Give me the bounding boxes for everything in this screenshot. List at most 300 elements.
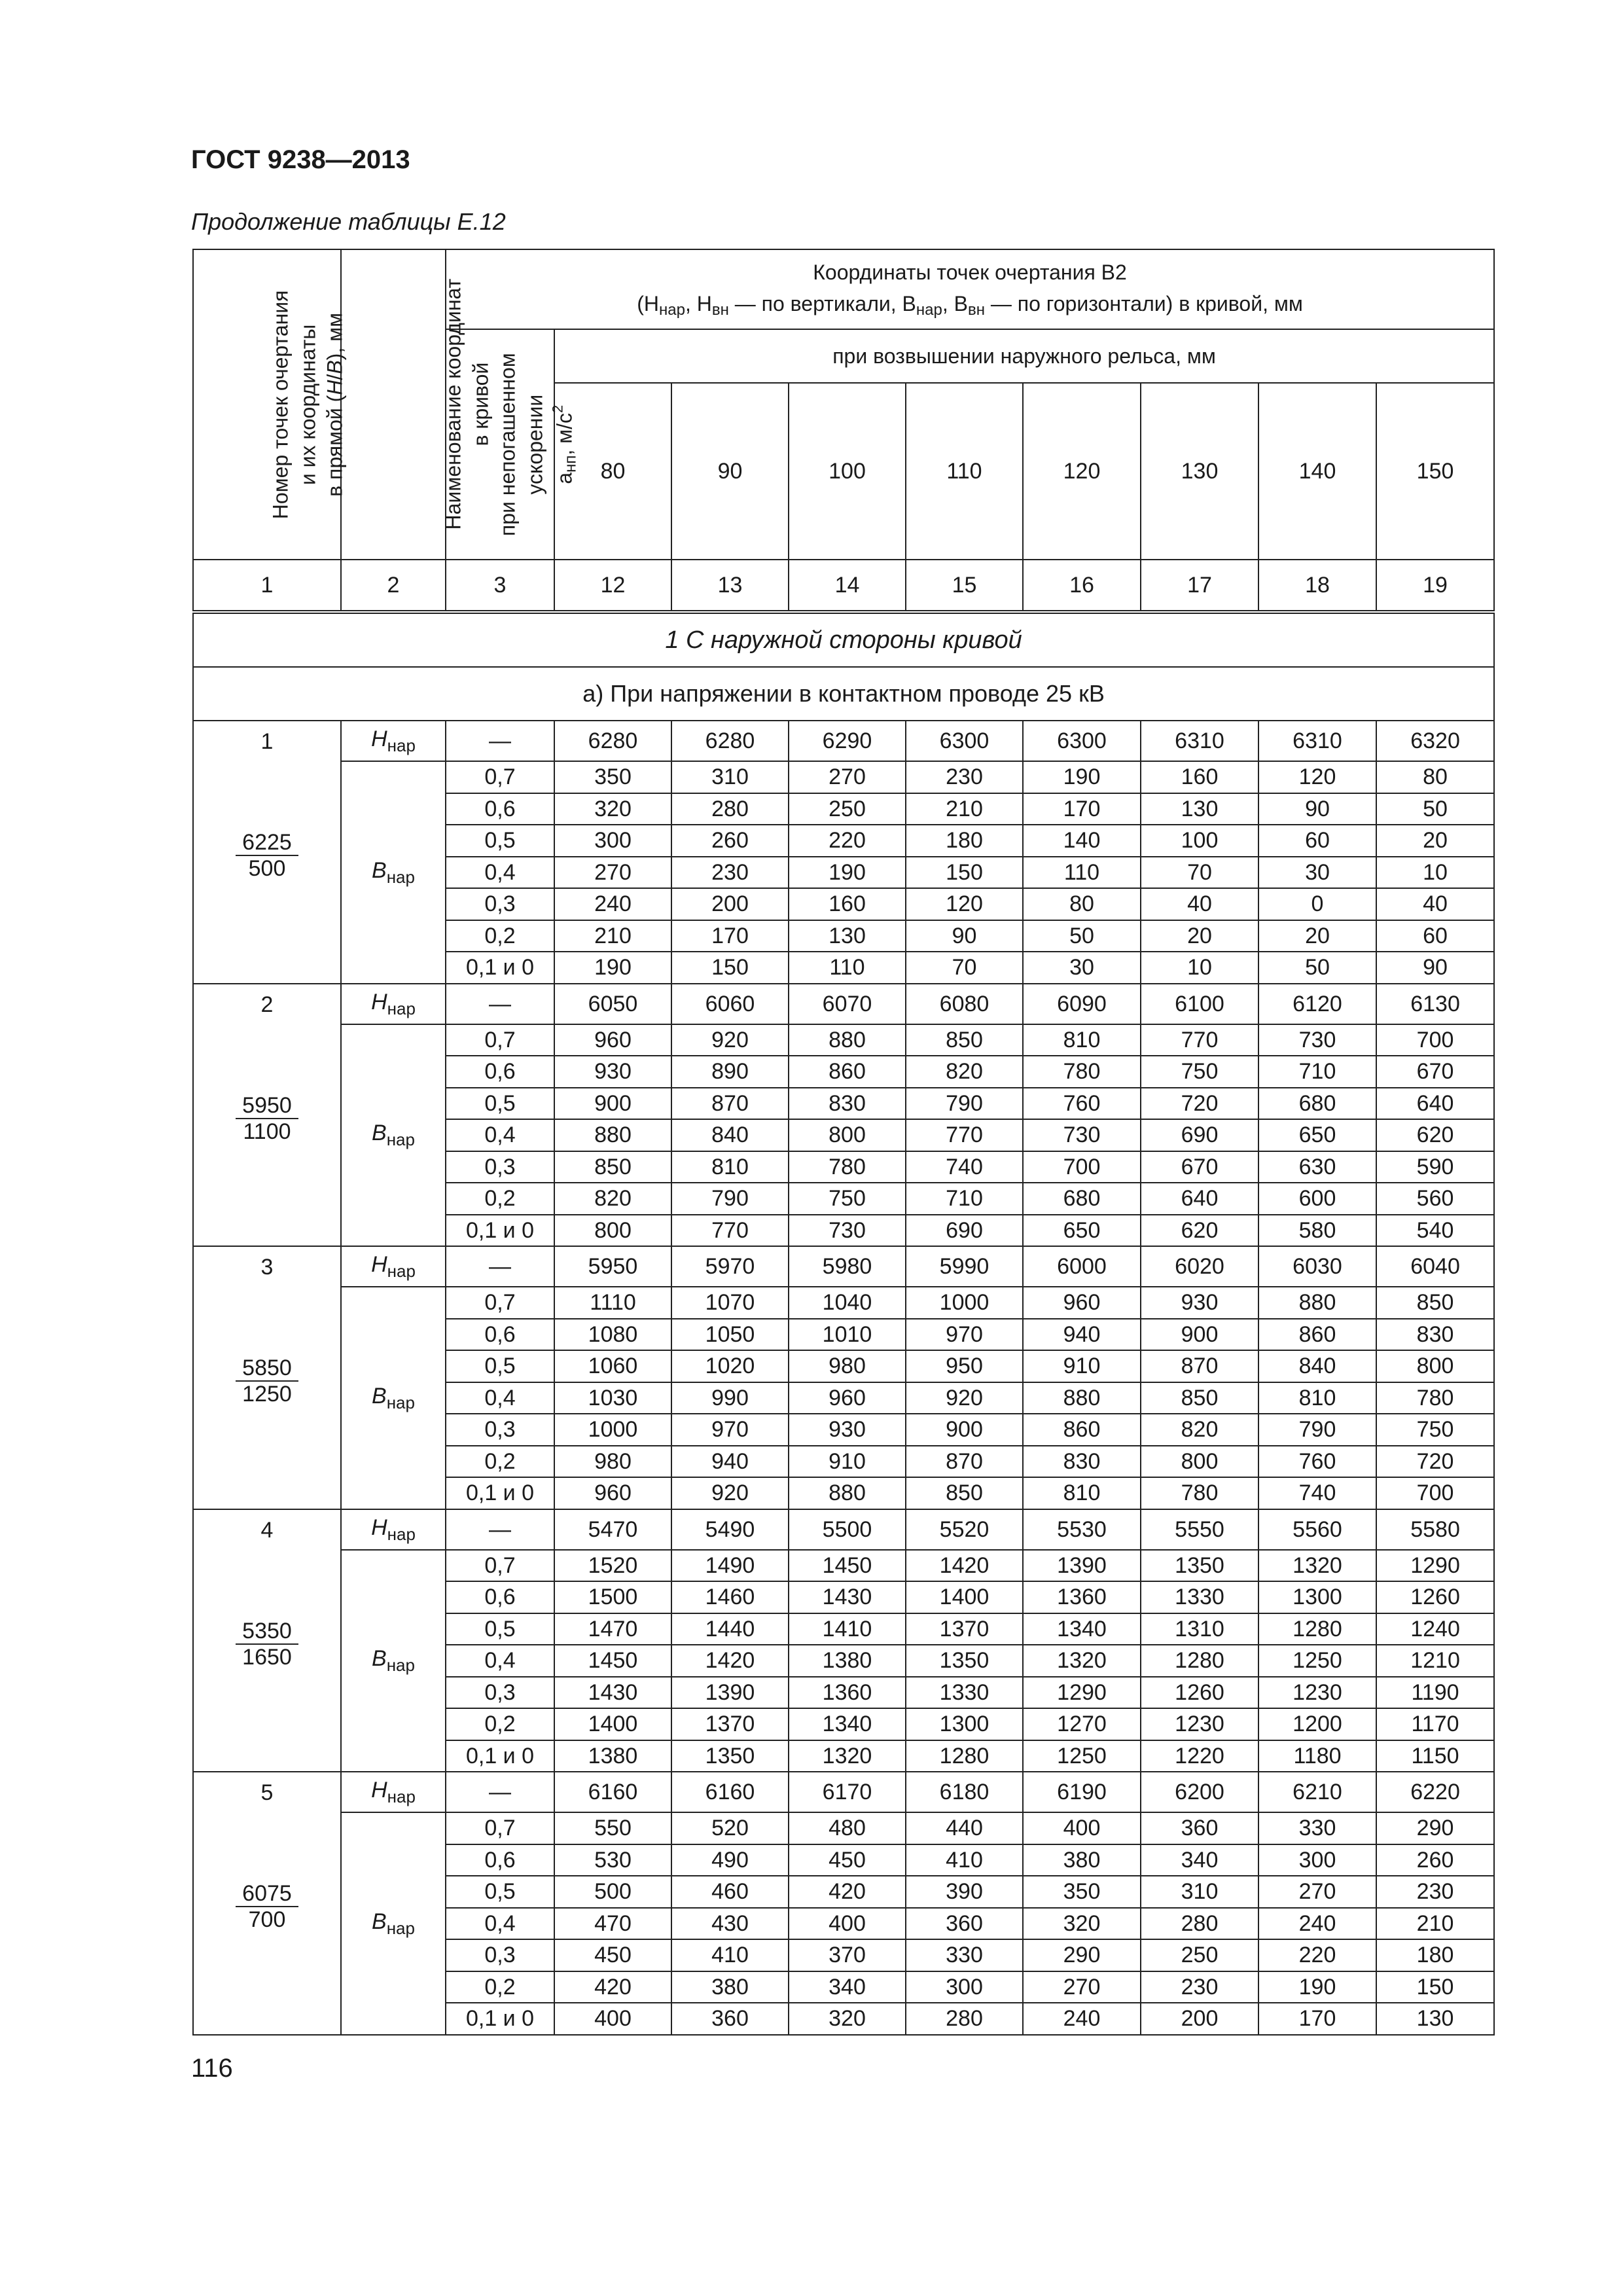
value-cell: 940 — [671, 1446, 789, 1478]
value-cell: 410 — [906, 1844, 1023, 1876]
value-cell: 890 — [671, 1056, 789, 1088]
header-elevation: при возвышении наружного рельса, мм — [554, 329, 1494, 383]
value-cell: 400 — [789, 1908, 906, 1940]
value-cell: 310 — [1141, 1876, 1258, 1908]
value-cell: 320 — [1023, 1908, 1141, 1940]
value-cell: 1200 — [1258, 1708, 1376, 1740]
column-number: 3 — [446, 560, 554, 612]
value-cell: 870 — [906, 1446, 1023, 1478]
value-cell: 1070 — [671, 1287, 789, 1319]
value-cell: 720 — [1376, 1446, 1494, 1478]
value-cell: 470 — [554, 1908, 671, 1940]
value-cell: 6310 — [1258, 721, 1376, 761]
point-H: 5850 — [236, 1355, 298, 1382]
value-cell: 1030 — [554, 1382, 671, 1414]
acc-cell: 0,7 — [446, 1812, 554, 1844]
acc-cell: 0,6 — [446, 1319, 554, 1351]
value-cell: 310 — [671, 761, 789, 793]
value-cell: 1110 — [554, 1287, 671, 1319]
value-cell: 6280 — [554, 721, 671, 761]
point-number: 3 — [260, 1255, 274, 1280]
value-cell: 90 — [906, 920, 1023, 952]
value-cell: 850 — [1376, 1287, 1494, 1319]
value-cell: 840 — [1258, 1350, 1376, 1382]
point-cell — [193, 984, 341, 1247]
value-cell: 1320 — [1258, 1550, 1376, 1582]
value-cell: 900 — [1141, 1319, 1258, 1351]
value-cell: 230 — [671, 857, 789, 889]
value-cell: 5520 — [906, 1509, 1023, 1550]
value-cell: 10 — [1376, 857, 1494, 889]
value-cell: 860 — [1258, 1319, 1376, 1351]
elevation-header: 120 — [1023, 383, 1141, 560]
value-cell: 270 — [1023, 1971, 1141, 2003]
value-cell: 1230 — [1141, 1708, 1258, 1740]
point-B: 1250 — [242, 1382, 292, 1407]
value-cell: 90 — [1258, 793, 1376, 825]
value-cell: 6200 — [1141, 1772, 1258, 1812]
value-cell: 1290 — [1023, 1677, 1141, 1709]
acc-cell: 0,5 — [446, 1088, 554, 1120]
value-cell: 770 — [906, 1119, 1023, 1151]
value-cell: 460 — [671, 1876, 789, 1908]
symbol: B — [372, 1646, 387, 1672]
value-cell: 930 — [1141, 1287, 1258, 1319]
value-cell: 920 — [671, 1024, 789, 1056]
symbol-subscript: нар — [386, 867, 415, 887]
value-cell: 320 — [554, 793, 671, 825]
value-cell: 680 — [1023, 1183, 1141, 1215]
value-cell: 710 — [906, 1183, 1023, 1215]
value-cell: 170 — [1258, 2003, 1376, 2035]
value-cell: 190 — [1023, 761, 1141, 793]
value-cell: 730 — [1258, 1024, 1376, 1056]
value-cell: 210 — [906, 793, 1023, 825]
value-cell: 220 — [1258, 1939, 1376, 1971]
value-cell: 870 — [671, 1088, 789, 1120]
point-H: 5350 — [236, 1619, 298, 1645]
symbol: B — [372, 1909, 387, 1934]
value-cell: 580 — [1258, 1215, 1376, 1247]
value-cell: 770 — [671, 1215, 789, 1247]
value-cell: 5530 — [1023, 1509, 1141, 1550]
acc-cell: — — [446, 721, 554, 761]
value-cell: 150 — [906, 857, 1023, 889]
value-cell: 800 — [789, 1119, 906, 1151]
value-cell: 6120 — [1258, 984, 1376, 1024]
value-cell: 200 — [1141, 2003, 1258, 2035]
symbol: B — [372, 1383, 387, 1408]
acc-cell: 0,4 — [446, 857, 554, 889]
point-B: 500 — [248, 856, 286, 881]
value-cell: 6320 — [1376, 721, 1494, 761]
acc-cell: 0,3 — [446, 888, 554, 920]
acc-cell: 0,5 — [446, 1613, 554, 1645]
coord-name-B — [341, 1812, 446, 2035]
value-cell: 120 — [906, 888, 1023, 920]
value-cell: 480 — [789, 1812, 906, 1844]
value-cell: 1000 — [906, 1287, 1023, 1319]
value-cell: 6020 — [1141, 1246, 1258, 1287]
value-cell: 1380 — [789, 1645, 906, 1677]
value-cell: 40 — [1376, 888, 1494, 920]
value-cell: 330 — [906, 1939, 1023, 1971]
section-title: 1 С наружной стороны кривой — [193, 612, 1494, 667]
value-cell: 930 — [789, 1414, 906, 1446]
value-cell: 6190 — [1023, 1772, 1141, 1812]
value-cell: 1320 — [789, 1740, 906, 1772]
value-cell: 1170 — [1376, 1708, 1494, 1740]
value-cell: 770 — [1141, 1024, 1258, 1056]
value-cell: 1240 — [1376, 1613, 1494, 1645]
value-cell: 5560 — [1258, 1509, 1376, 1550]
value-cell: 210 — [1376, 1908, 1494, 1940]
column-number: 14 — [789, 560, 906, 612]
value-cell: 1470 — [554, 1613, 671, 1645]
value-cell: 960 — [789, 1382, 906, 1414]
value-cell: 820 — [554, 1183, 671, 1215]
value-cell: 1260 — [1141, 1677, 1258, 1709]
value-cell: 6040 — [1376, 1246, 1494, 1287]
value-cell: 860 — [1023, 1414, 1141, 1446]
elevation-header: 90 — [671, 383, 789, 560]
value-cell: 650 — [1023, 1215, 1141, 1247]
value-cell: 740 — [906, 1151, 1023, 1183]
value-cell: 850 — [906, 1477, 1023, 1509]
table-row — [193, 1024, 1494, 1056]
value-cell: 420 — [554, 1971, 671, 2003]
symbol: H — [371, 989, 387, 1014]
value-cell: 1400 — [906, 1581, 1023, 1613]
value-cell: 540 — [1376, 1215, 1494, 1247]
value-cell: 1420 — [906, 1550, 1023, 1582]
symbol: H — [371, 1252, 387, 1277]
elevation-header: 100 — [789, 383, 906, 560]
symbol: B — [372, 857, 387, 883]
value-cell: 830 — [789, 1088, 906, 1120]
acc-cell: 0,7 — [446, 1550, 554, 1582]
document-code: ГОСТ 9238—2013 — [191, 145, 410, 174]
value-cell: 630 — [1258, 1151, 1376, 1183]
value-cell: 810 — [1023, 1477, 1141, 1509]
subsection-title: а) При напряжении в контактном проводе 25 кВ — [193, 667, 1494, 721]
value-cell: 150 — [671, 952, 789, 984]
value-cell: 80 — [1023, 888, 1141, 920]
value-cell: 330 — [1258, 1812, 1376, 1844]
value-cell: 300 — [1258, 1844, 1376, 1876]
value-cell: 750 — [789, 1183, 906, 1215]
acc-cell: 0,6 — [446, 1581, 554, 1613]
value-cell: 450 — [554, 1939, 671, 1971]
table-row — [193, 721, 1494, 761]
coord-name-B — [341, 1550, 446, 1772]
value-cell: 340 — [1141, 1844, 1258, 1876]
value-cell: 650 — [1258, 1119, 1376, 1151]
value-cell: 5990 — [906, 1246, 1023, 1287]
value-cell: 620 — [1376, 1119, 1494, 1151]
point-cell — [193, 1246, 341, 1509]
header-acceleration: при непогашенном ускорении $a_{нп}$, $м/с^2$ — [446, 329, 554, 560]
value-cell: 530 — [554, 1844, 671, 1876]
acc-cell: 0,4 — [446, 1382, 554, 1414]
acc-cell: 0,1 и 0 — [446, 2003, 554, 2035]
elevation-header: 130 — [1141, 383, 1258, 560]
value-cell: 860 — [789, 1056, 906, 1088]
value-cell: 1490 — [671, 1550, 789, 1582]
value-cell: 700 — [1376, 1477, 1494, 1509]
value-cell: 670 — [1376, 1056, 1494, 1088]
value-cell: 1350 — [671, 1740, 789, 1772]
value-cell: 800 — [554, 1215, 671, 1247]
symbol-subscript: нар — [387, 1524, 416, 1544]
value-cell: 5470 — [554, 1509, 671, 1550]
value-cell: 1450 — [554, 1645, 671, 1677]
value-cell: 150 — [1376, 1971, 1494, 2003]
value-cell: 640 — [1376, 1088, 1494, 1120]
value-cell: 990 — [671, 1382, 789, 1414]
acc-cell: 0,2 — [446, 1446, 554, 1478]
column-number: 18 — [1258, 560, 1376, 612]
point-coordinates — [236, 1881, 298, 1932]
value-cell: 1300 — [906, 1708, 1023, 1740]
value-cell: 690 — [906, 1215, 1023, 1247]
value-cell: 1250 — [1023, 1740, 1141, 1772]
value-cell: 760 — [1023, 1088, 1141, 1120]
coord-name-B — [341, 1024, 446, 1247]
coord-name-B — [341, 1287, 446, 1509]
value-cell: 6130 — [1376, 984, 1494, 1024]
acc-cell: 0,2 — [446, 1183, 554, 1215]
value-cell: 790 — [671, 1183, 789, 1215]
acc-cell: 0,1 и 0 — [446, 1740, 554, 1772]
acc-cell: 0,7 — [446, 1287, 554, 1319]
value-cell: 260 — [1376, 1844, 1494, 1876]
value-cell: 880 — [789, 1024, 906, 1056]
value-cell: 50 — [1376, 793, 1494, 825]
column-number: 17 — [1141, 560, 1258, 612]
point-number: 2 — [260, 992, 274, 1017]
value-cell: 240 — [554, 888, 671, 920]
value-cell: 5950 — [554, 1246, 671, 1287]
value-cell: 6280 — [671, 721, 789, 761]
value-cell: 260 — [671, 825, 789, 857]
value-cell: 900 — [906, 1414, 1023, 1446]
value-cell: 6000 — [1023, 1246, 1141, 1287]
column-number: 15 — [906, 560, 1023, 612]
value-cell: 760 — [1258, 1446, 1376, 1478]
value-cell: 880 — [1023, 1382, 1141, 1414]
value-cell: 50 — [1023, 920, 1141, 952]
symbol: B — [372, 1121, 387, 1146]
value-cell: 680 — [1258, 1088, 1376, 1120]
symbol-subscript: нар — [387, 736, 416, 755]
value-cell: 1520 — [554, 1550, 671, 1582]
value-cell: 160 — [789, 888, 906, 920]
value-cell: 1360 — [789, 1677, 906, 1709]
value-cell: 1050 — [671, 1319, 789, 1351]
value-cell: 90 — [1376, 952, 1494, 984]
acc-cell: 0,2 — [446, 920, 554, 952]
value-cell: 560 — [1376, 1183, 1494, 1215]
coord-name-H — [341, 1246, 446, 1287]
value-cell: 1270 — [1023, 1708, 1141, 1740]
value-cell: 250 — [1141, 1939, 1258, 1971]
value-cell: 6220 — [1376, 1772, 1494, 1812]
value-cell: 1300 — [1258, 1581, 1376, 1613]
value-cell: 6300 — [906, 721, 1023, 761]
symbol-subscript: нар — [387, 998, 416, 1018]
acc-cell: 0,1 и 0 — [446, 1215, 554, 1247]
value-cell: 300 — [554, 825, 671, 857]
value-cell: 30 — [1023, 952, 1141, 984]
acc-cell: — — [446, 1772, 554, 1812]
value-cell: 180 — [906, 825, 1023, 857]
value-cell: 1350 — [1141, 1550, 1258, 1582]
value-cell: 5500 — [789, 1509, 906, 1550]
elevation-header: 80 — [554, 383, 671, 560]
symbol: H — [371, 726, 387, 751]
acc-cell: 0,3 — [446, 1939, 554, 1971]
elevation-header: 110 — [906, 383, 1023, 560]
value-cell: 1190 — [1376, 1677, 1494, 1709]
acc-cell: 0,5 — [446, 825, 554, 857]
value-cell: 230 — [1141, 1971, 1258, 2003]
value-cell: 40 — [1141, 888, 1258, 920]
value-cell: 910 — [1023, 1350, 1141, 1382]
value-cell: 230 — [906, 761, 1023, 793]
value-cell: 6160 — [554, 1772, 671, 1812]
value-cell: 850 — [554, 1151, 671, 1183]
table-row — [193, 1509, 1494, 1550]
point-cell — [193, 1509, 341, 1772]
value-cell: 130 — [789, 920, 906, 952]
value-cell: 960 — [1023, 1287, 1141, 1319]
acc-cell: 0,5 — [446, 1876, 554, 1908]
value-cell: 6300 — [1023, 721, 1141, 761]
acc-cell: 0,2 — [446, 1708, 554, 1740]
acc-cell: 0,6 — [446, 1056, 554, 1088]
value-cell: 970 — [671, 1414, 789, 1446]
value-cell: 720 — [1141, 1088, 1258, 1120]
value-cell: 670 — [1141, 1151, 1258, 1183]
table-row — [193, 984, 1494, 1024]
point-B: 1100 — [243, 1119, 291, 1144]
value-cell: 400 — [554, 2003, 671, 2035]
value-cell: 730 — [789, 1215, 906, 1247]
acc-cell: 0,3 — [446, 1151, 554, 1183]
value-cell: 210 — [554, 920, 671, 952]
value-cell: 450 — [789, 1844, 906, 1876]
value-cell: 550 — [554, 1812, 671, 1844]
value-cell: 140 — [1023, 825, 1141, 857]
value-cell: 1340 — [1023, 1613, 1141, 1645]
value-cell: 250 — [789, 793, 906, 825]
value-cell: 380 — [1023, 1844, 1141, 1876]
value-cell: 440 — [906, 1812, 1023, 1844]
value-cell: 1180 — [1258, 1740, 1376, 1772]
value-cell: 410 — [671, 1939, 789, 1971]
point-H: 6225 — [236, 830, 298, 856]
symbol-subscript: нар — [386, 1655, 415, 1676]
value-cell: 780 — [1376, 1382, 1494, 1414]
value-cell: 1430 — [554, 1677, 671, 1709]
value-cell: 830 — [1023, 1446, 1141, 1478]
value-cell: 960 — [554, 1024, 671, 1056]
value-cell: 620 — [1141, 1215, 1258, 1247]
value-cell: 740 — [1258, 1477, 1376, 1509]
value-cell: 6030 — [1258, 1246, 1376, 1287]
acc-cell: — — [446, 984, 554, 1024]
value-cell: 810 — [1258, 1382, 1376, 1414]
value-cell: 6070 — [789, 984, 906, 1024]
value-cell: 1040 — [789, 1287, 906, 1319]
value-cell: 980 — [789, 1350, 906, 1382]
symbol: H — [371, 1778, 387, 1803]
value-cell: 0 — [1258, 888, 1376, 920]
value-cell: 380 — [671, 1971, 789, 2003]
value-cell: 190 — [789, 857, 906, 889]
value-cell: 780 — [789, 1151, 906, 1183]
value-cell: 360 — [906, 1908, 1023, 1940]
value-cell: 6290 — [789, 721, 906, 761]
table-row — [193, 1246, 1494, 1287]
coord-name-H — [341, 721, 446, 761]
value-cell: 1430 — [789, 1581, 906, 1613]
value-cell: 5490 — [671, 1509, 789, 1550]
value-cell: 1260 — [1376, 1581, 1494, 1613]
value-cell: 1210 — [1376, 1645, 1494, 1677]
value-cell: 690 — [1141, 1119, 1258, 1151]
value-cell: 6180 — [906, 1772, 1023, 1812]
point-cell — [193, 1772, 341, 2035]
value-cell: 800 — [1376, 1350, 1494, 1382]
value-cell: 30 — [1258, 857, 1376, 889]
value-cell: 820 — [1141, 1414, 1258, 1446]
value-cell: 130 — [1376, 2003, 1494, 2035]
value-cell: 1230 — [1258, 1677, 1376, 1709]
coord-name-B — [341, 761, 446, 984]
value-cell: 220 — [789, 825, 906, 857]
acc-cell: 0,2 — [446, 1971, 554, 2003]
value-cell: 6100 — [1141, 984, 1258, 1024]
value-cell: 6080 — [906, 984, 1023, 1024]
column-number: 13 — [671, 560, 789, 612]
acc-cell: 0,1 и 0 — [446, 952, 554, 984]
acc-cell: — — [446, 1246, 554, 1287]
value-cell: 730 — [1023, 1119, 1141, 1151]
coordinates-table — [192, 249, 1495, 2036]
value-cell: 820 — [906, 1056, 1023, 1088]
point-number: 4 — [260, 1517, 274, 1543]
value-cell: 1350 — [906, 1645, 1023, 1677]
value-cell: 110 — [789, 952, 906, 984]
value-cell: 1390 — [671, 1677, 789, 1709]
symbol-subscript: нар — [386, 1918, 415, 1938]
value-cell: 1400 — [554, 1708, 671, 1740]
value-cell: 110 — [1023, 857, 1141, 889]
value-cell: 340 — [789, 1971, 906, 2003]
value-cell: 190 — [1258, 1971, 1376, 2003]
value-cell: 810 — [1023, 1024, 1141, 1056]
value-cell: 950 — [906, 1350, 1023, 1382]
value-cell: 230 — [1376, 1876, 1494, 1908]
value-cell: 1330 — [1141, 1581, 1258, 1613]
value-cell: 780 — [1141, 1477, 1258, 1509]
point-H: 6075 — [236, 1881, 298, 1907]
value-cell: 190 — [554, 952, 671, 984]
point-H: 5950 — [236, 1093, 298, 1119]
value-cell: 20 — [1376, 825, 1494, 857]
